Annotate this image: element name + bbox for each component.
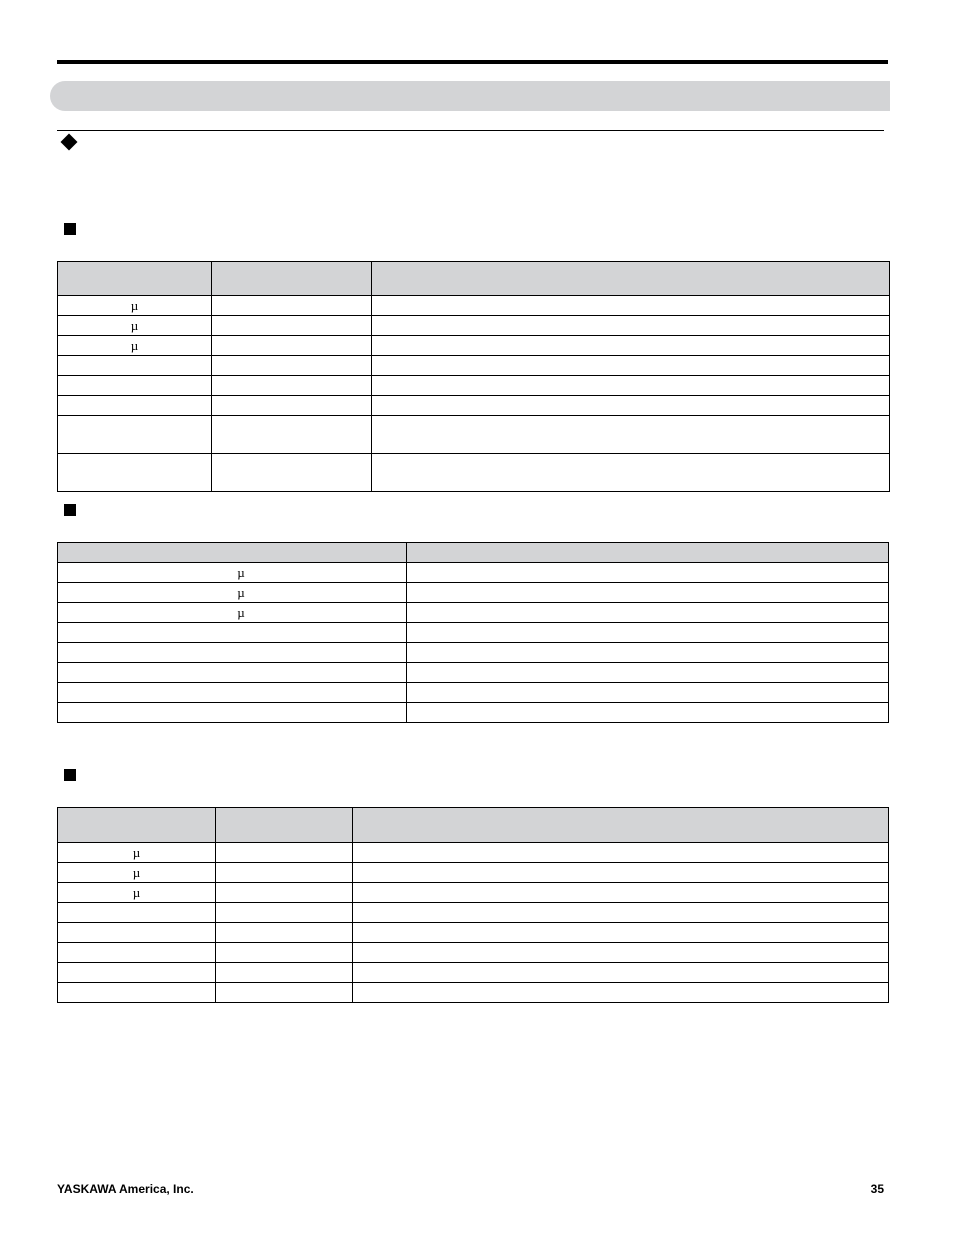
table-header-row [58, 808, 889, 843]
chapter-title-band [50, 81, 890, 111]
table-row: µ [58, 296, 890, 316]
diamond-bullet-icon [61, 134, 78, 151]
table-row: µ [58, 563, 889, 583]
table-row: µ [58, 863, 889, 883]
table-row [58, 703, 889, 723]
table-row: µ [58, 883, 889, 903]
table-header-row [58, 543, 889, 563]
spec-table-2 [57, 542, 889, 723]
table-row [58, 416, 890, 454]
page-number: 35 [870, 1182, 884, 1196]
table-row [58, 963, 889, 983]
table-row: µ [58, 603, 889, 623]
section-rule [57, 130, 884, 131]
table-row: µ [58, 583, 889, 603]
table-row [58, 943, 889, 963]
table-row [58, 623, 889, 643]
table-row [58, 983, 889, 1003]
table-row [58, 396, 890, 416]
table-row: µ [58, 316, 890, 336]
table-row [58, 683, 889, 703]
table-row: µ [58, 336, 890, 356]
table-row [58, 663, 889, 683]
spec-table-1 [57, 261, 890, 492]
square-bullet-icon [64, 504, 76, 516]
top-rule [57, 60, 888, 64]
table-row [58, 903, 889, 923]
table-row [58, 643, 889, 663]
table-row [58, 376, 890, 396]
table-row [58, 454, 890, 492]
table-row [58, 356, 890, 376]
square-bullet-icon [64, 223, 76, 235]
table-header-row [58, 262, 890, 296]
spec-table-3 [57, 807, 889, 1003]
footer-company: YASKAWA America, Inc. [57, 1182, 194, 1196]
square-bullet-icon [64, 769, 76, 781]
table-row [58, 923, 889, 943]
table-row: µ [58, 843, 889, 863]
